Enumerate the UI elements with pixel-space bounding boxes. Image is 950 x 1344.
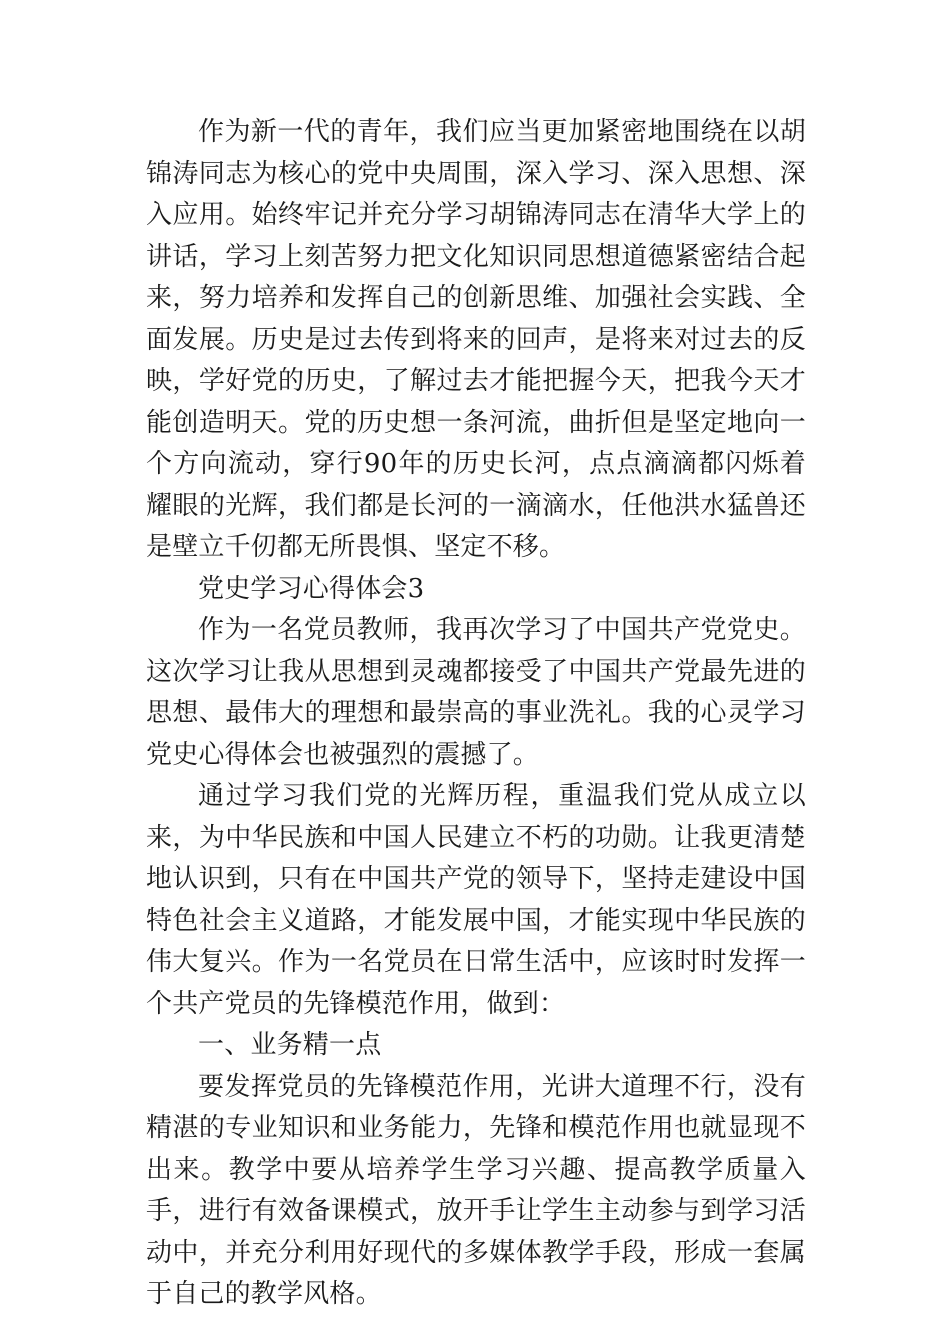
subheading-business-skill: 一、业务精一点 [198, 1030, 382, 1060]
paragraph-youth-reflection: 作为新一代的青年，我们应当更加紧密地围绕在以胡锦涛同志为核心的党中央周围，深入学习、深入思想、深入应用。始终牢记并充分学习胡锦涛同志在清华大学上的讲话，学习上刻苦努力把文化知识同思想道德紧密结合起来，努力培养和发挥自己的创新思维、加强社会实践、全面发展。历史是过去传到将来的回声，是将来对过去的反映，学好党的历史，了解过去才能把握今天，把我今天才能创造明天。党的历史想一条河流，曲折但是坚定地向一个方向流动，穿行90年的历史长河，点点滴滴都闪烁着耀眼的光辉，我们都是长河的一滴滴水，任他洪水猛兽还是壁立千仞都无所畏惧、坚定不移。 [146, 117, 806, 562]
document-body [146, 112, 806, 1316]
paragraph-teacher-study: 作为一名党员教师，我再次学习了中国共产党党史。这次学习让我从思想到灵魂都接受了中国共产党最先进的思想、最伟大的理想和最崇高的事业洗礼。我的心灵学习党史心得体会也被强烈的震撼了。 [146, 615, 806, 770]
section-heading-3: 党史学习心得体会3 [198, 573, 425, 604]
paragraph-teaching-practice: 要发挥党员的先锋模范作用，光讲大道理不行，没有精湛的专业知识和业务能力，先锋和模范作用也就显现不出来。教学中要从培养学生学习兴趣、提高教学质量入手，进行有效备课模式，放开手让学生主动参与到学习活动中，并充分利用好现代的多媒体教学手段，形成一套属于自己的教学风格。 [146, 1071, 806, 1309]
paragraph-party-history: 通过学习我们党的光辉历程，重温我们党从成立以来，为中华民族和中国人民建立不朽的功勋。让我更清楚地认识到，只有在中国共产党的领导下，坚持走建设中国特色社会主义道路，才能发展中国，才能实现中华民族的伟大复兴。作为一名党员在日常生活中，应该时时发挥一个共产党员的先锋模范作用，做到： [146, 781, 806, 1019]
